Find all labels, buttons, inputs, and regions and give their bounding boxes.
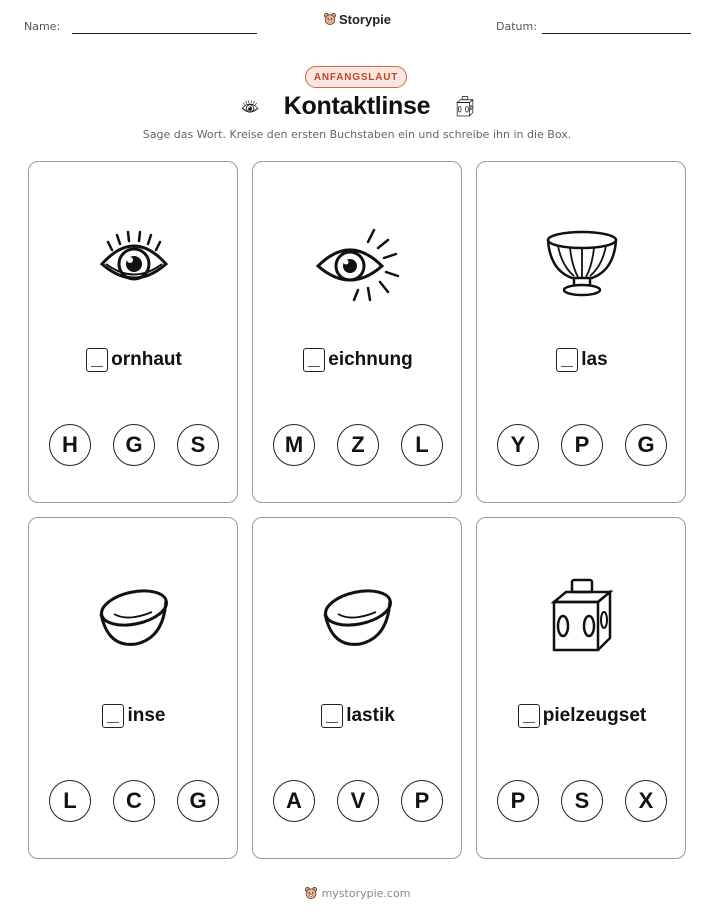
word-rest: eichnung <box>328 349 413 370</box>
page-title: Kontaktlinse <box>283 92 431 120</box>
bear-logo-icon <box>304 886 318 900</box>
letter-choice[interactable]: G <box>625 424 667 466</box>
answer-box[interactable] <box>518 704 540 728</box>
letter-choice[interactable]: G <box>177 780 219 822</box>
word-row <box>477 704 687 728</box>
letter-choice[interactable]: H <box>49 424 91 466</box>
letter-choice[interactable]: P <box>561 424 603 466</box>
letter-choice[interactable]: M <box>273 424 315 466</box>
footer <box>0 886 714 900</box>
letter-choices <box>49 424 219 466</box>
letter-choice[interactable]: L <box>401 424 443 466</box>
radiant-eye-icon <box>308 222 408 302</box>
name-line[interactable] <box>72 33 257 34</box>
letter-choices <box>497 780 667 822</box>
letter-choice[interactable]: S <box>177 424 219 466</box>
toy-block-icon <box>532 578 632 658</box>
letter-choice[interactable]: Y <box>497 424 539 466</box>
date-line[interactable] <box>542 33 691 34</box>
category-badge: ANFANGSLAUT <box>305 66 407 88</box>
letter-choice[interactable]: V <box>337 780 379 822</box>
word-rest: lastik <box>346 705 395 726</box>
answer-box[interactable] <box>86 348 108 372</box>
word-rest: pielzeugset <box>542 705 647 726</box>
title-row <box>0 92 714 124</box>
contact-lens-icon <box>308 578 408 658</box>
letter-choices <box>49 780 219 822</box>
letter-choice[interactable]: G <box>113 424 155 466</box>
letter-choice[interactable]: X <box>625 780 667 822</box>
footer-url[interactable]: mystorypie.com <box>321 887 411 900</box>
letter-choices <box>497 424 667 466</box>
word-row <box>29 704 239 728</box>
glass-bowl-icon <box>532 222 632 302</box>
toy-block-icon <box>451 94 479 120</box>
brand-name: Storypie <box>338 12 391 27</box>
word-row <box>29 348 239 372</box>
word-rest: las <box>581 349 608 370</box>
answer-box[interactable] <box>556 348 578 372</box>
letter-choice[interactable]: P <box>401 780 443 822</box>
eye-icon <box>84 222 184 302</box>
answer-box[interactable] <box>321 704 343 728</box>
date-label: Datum: <box>496 20 537 33</box>
exercise-card <box>28 517 238 859</box>
letter-choice[interactable]: C <box>113 780 155 822</box>
letter-choice[interactable]: A <box>273 780 315 822</box>
letter-choice[interactable]: P <box>497 780 539 822</box>
bear-logo-icon <box>323 12 337 26</box>
exercise-card <box>28 161 238 503</box>
word-rest: inse <box>127 705 166 726</box>
exercise-card <box>476 517 686 859</box>
answer-box[interactable] <box>303 348 325 372</box>
letter-choice[interactable]: L <box>49 780 91 822</box>
letter-choice[interactable]: Z <box>337 424 379 466</box>
word-row <box>253 704 463 728</box>
answer-box[interactable] <box>102 704 124 728</box>
word-rest: ornhaut <box>111 349 182 370</box>
exercise-card <box>252 517 462 859</box>
letter-choices <box>273 780 443 822</box>
brand-logo <box>0 12 714 27</box>
letter-choices <box>273 424 443 466</box>
exercise-card <box>476 161 686 503</box>
letter-choice[interactable]: S <box>561 780 603 822</box>
name-label: Name: <box>24 20 61 33</box>
contact-lens-icon <box>84 578 184 658</box>
exercise-card <box>252 161 462 503</box>
word-row <box>477 348 687 372</box>
instructions: Sage das Wort. Kreise den ersten Buchstaben ein und schreibe ihn in die Box. <box>142 128 572 141</box>
word-row <box>253 348 463 372</box>
